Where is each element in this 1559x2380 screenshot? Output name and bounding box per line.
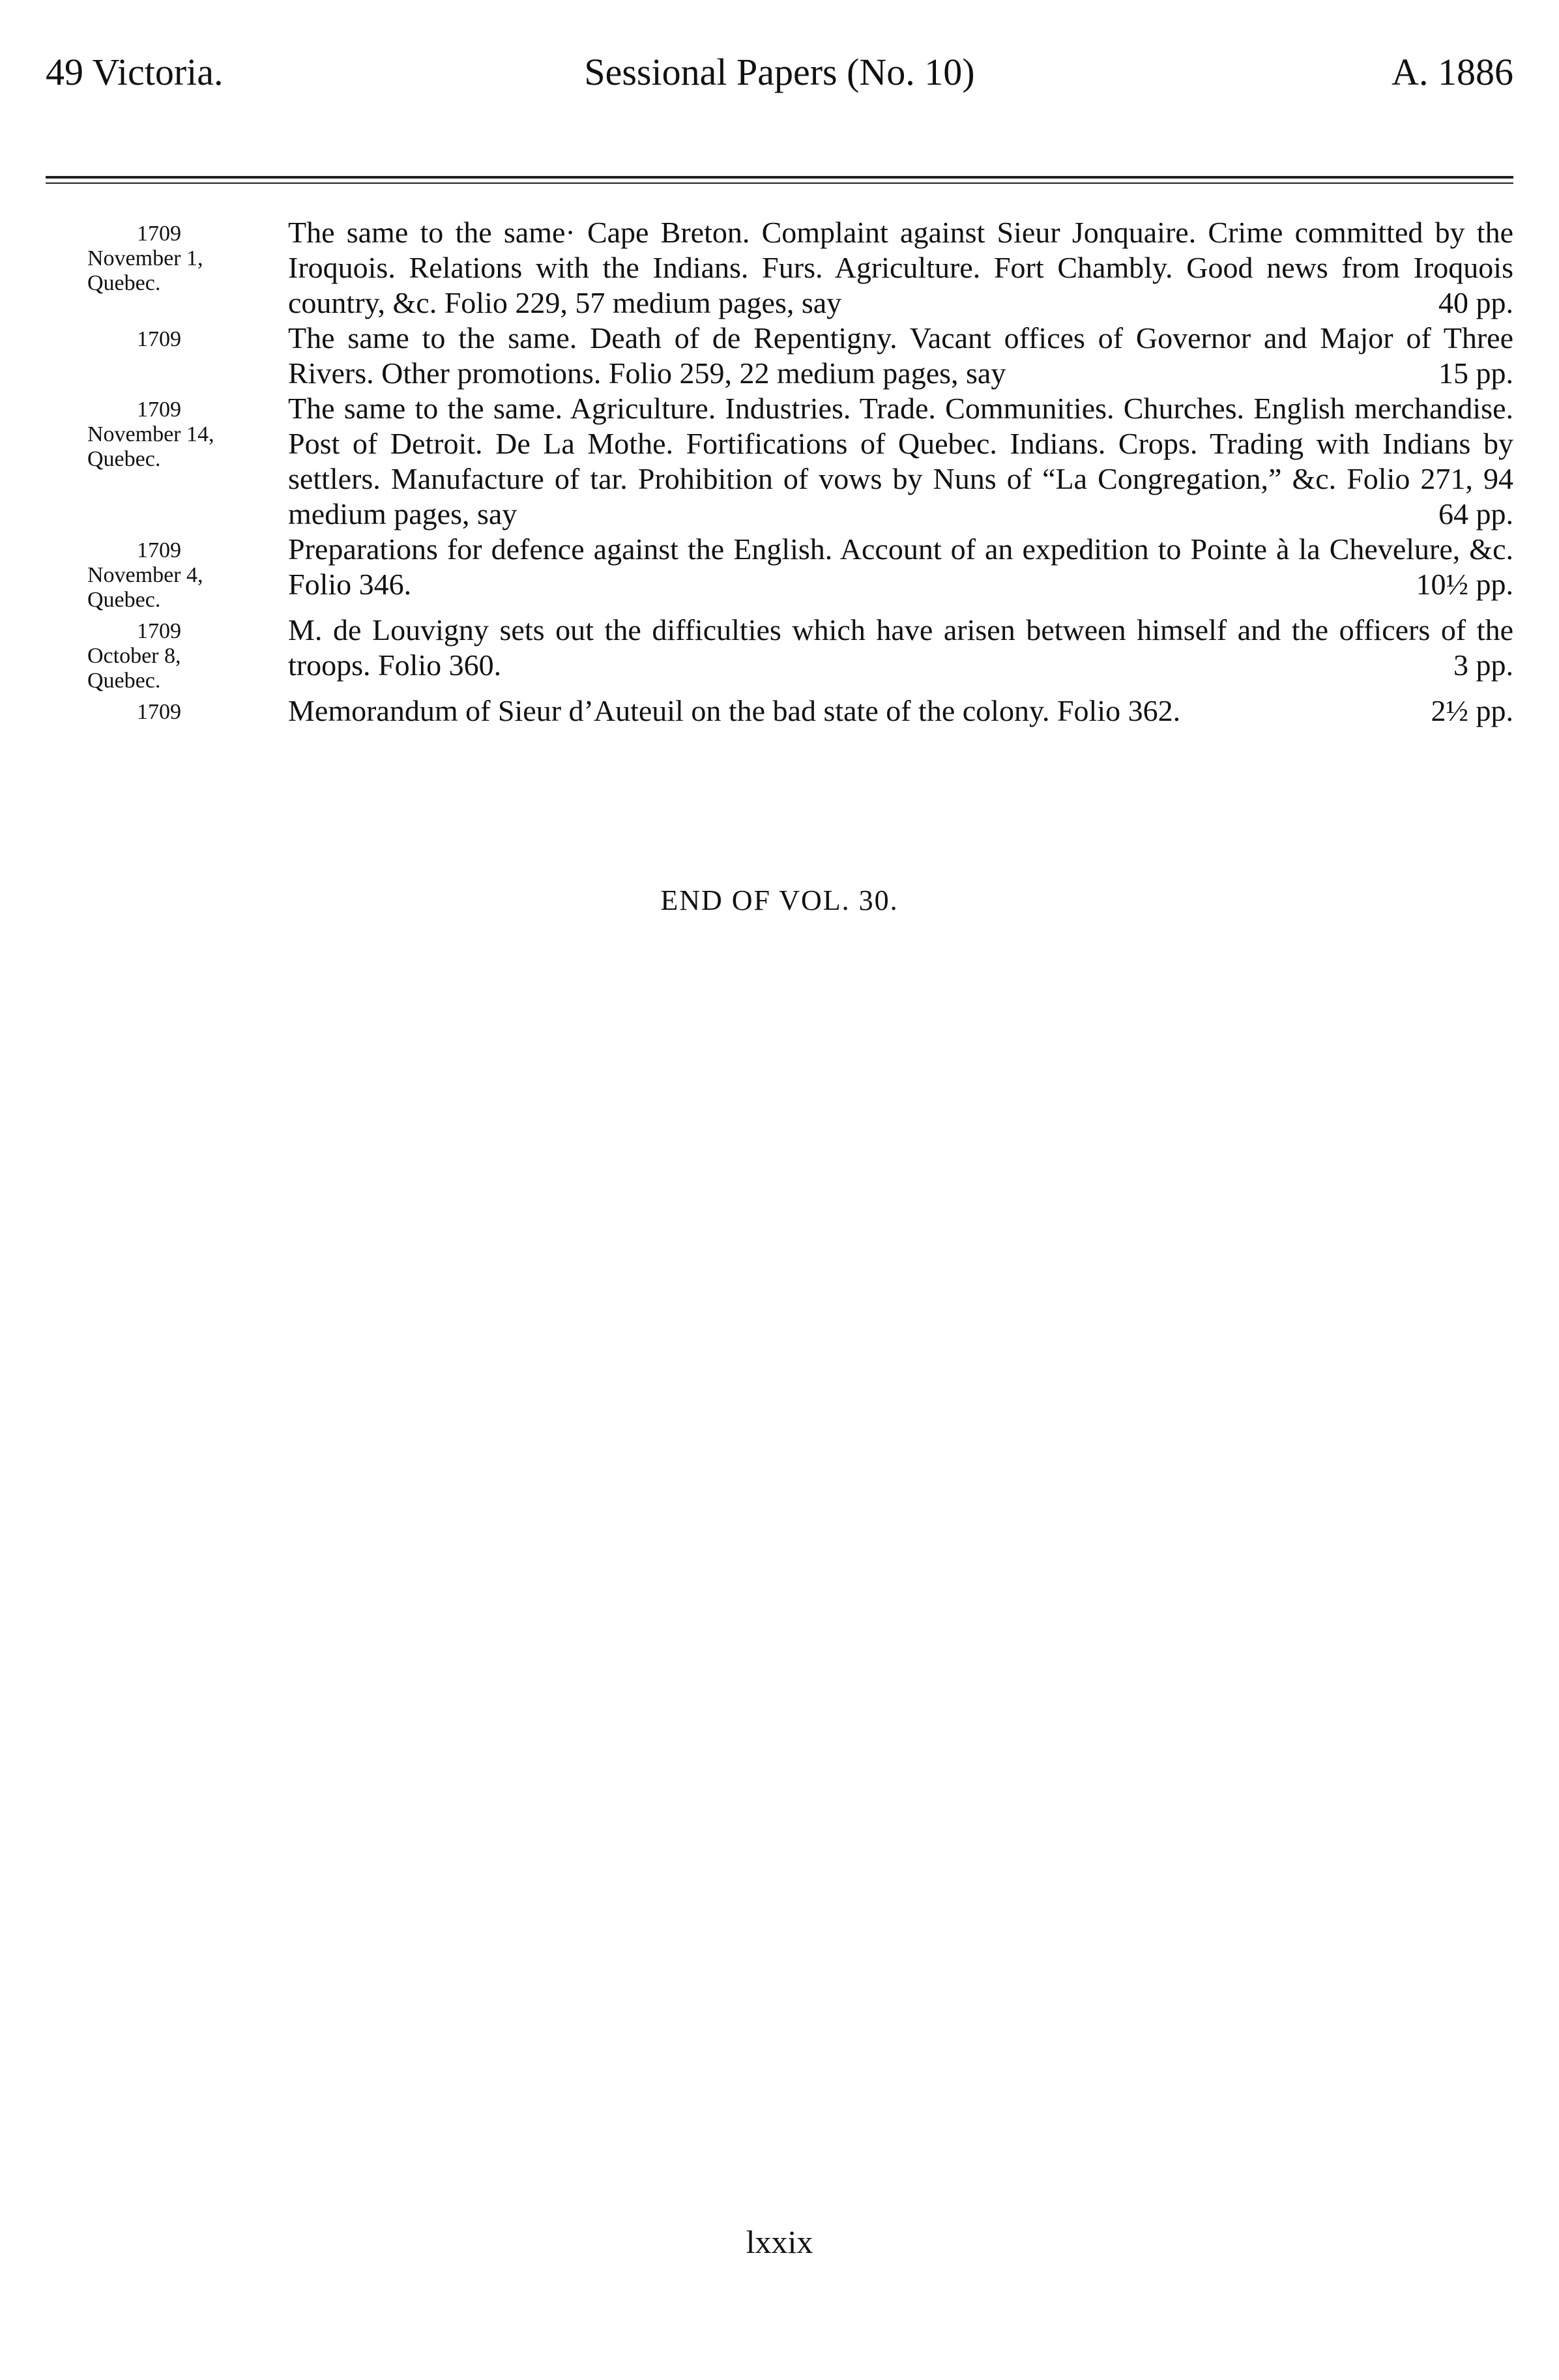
- entry-date: October 8,: [87, 644, 181, 668]
- entry-date: November 4,: [87, 563, 203, 587]
- entry-pages: 64 pp.: [1438, 497, 1513, 530]
- entry-text: Preparations for defence against the English. Account of an expedition to Pointe à la Chevelure, &c. Folio 346.: [288, 532, 1513, 601]
- entry-date: November 1,: [87, 246, 203, 270]
- entry-margin-note: [46, 693, 274, 725]
- entry-pages: 40 pp.: [1438, 286, 1513, 319]
- entry-year: 1709: [137, 619, 181, 643]
- header-rule-thick: [46, 176, 1513, 179]
- entry-year: 1709: [137, 222, 181, 246]
- calendar-entry: [46, 321, 1513, 391]
- entry-text: The same to the same. Death of de Repentigny. Vacant offices of Governor and Major of Three Rivers. Other promotions. Folio 259, 22 medium pages, say: [288, 321, 1513, 390]
- entry-margin-note: [46, 391, 274, 472]
- entry-pages: 10½ pp.: [1416, 568, 1513, 601]
- end-of-volume: END OF VOL. 30.: [660, 884, 899, 916]
- calendar-entries: [46, 215, 1513, 729]
- entry-text: The same to the same. Agriculture. Industries. Trade. Communities. Churches. English merchandise. Post of Detroit. De La Mothe. Fortifications of Quebec. Indians. Crops. Trading with Indians by settlers. Manufacture of tar. Prohibition of vows by Nuns of “La Congregation,” &c. Folio 271, 94 medium pages, say: [288, 392, 1513, 530]
- calendar-entry: [46, 693, 1513, 729]
- entry-description: [274, 215, 1513, 321]
- header-rule-thin: [46, 182, 1513, 184]
- calendar-entry: [46, 532, 1513, 613]
- entry-margin-note: [46, 215, 274, 296]
- entry-date: November 14,: [87, 422, 214, 446]
- entry-pages: 2½ pp.: [1431, 694, 1513, 727]
- entry-year: 1709: [137, 538, 181, 562]
- entry-text: The same to the same· Cape Breton. Complaint against Sieur Jonquaire. Crime committed by the Iroquois. Relations with the Indians. Furs. Agriculture. Fort Chambly. Good news from Iroquois country, &c. Folio 229, 57 medium pages, say: [288, 216, 1513, 319]
- entry-text: M. de Louvigny sets out the difficulties which have arisen between himself and the officers of the troops. Folio 360.: [288, 613, 1513, 682]
- entry-description: [274, 321, 1513, 391]
- running-header: [46, 43, 1513, 102]
- entry-year: 1709: [137, 327, 181, 351]
- entry-place: Quebec.: [87, 271, 161, 295]
- entry-margin-note: [46, 613, 274, 693]
- entry-place: Quebec.: [87, 669, 161, 693]
- page-number: lxxix: [746, 2224, 813, 2260]
- entry-margin-note: [46, 321, 274, 352]
- entry-year: 1709: [137, 700, 181, 724]
- entry-description: [274, 613, 1513, 683]
- entry-place: Quebec.: [87, 447, 161, 471]
- header-session: 49 Victoria.: [46, 51, 224, 93]
- calendar-entry: [46, 613, 1513, 693]
- entry-year: 1709: [137, 398, 181, 422]
- header-year: A. 1886: [1391, 51, 1513, 93]
- calendar-entry: [46, 215, 1513, 321]
- entry-description: [274, 391, 1513, 532]
- header-title: Sessional Papers (No. 10): [584, 51, 975, 93]
- entry-margin-note: [46, 532, 274, 613]
- entry-description: [274, 693, 1513, 729]
- entry-description: [274, 532, 1513, 602]
- entry-place: Quebec.: [87, 588, 161, 612]
- entry-pages: 3 pp.: [1453, 648, 1513, 682]
- entry-pages: 15 pp.: [1438, 356, 1513, 390]
- calendar-entry: [46, 391, 1513, 532]
- entry-text: Memorandum of Sieur d’Auteuil on the bad state of the colony. Folio 362.: [288, 694, 1181, 727]
